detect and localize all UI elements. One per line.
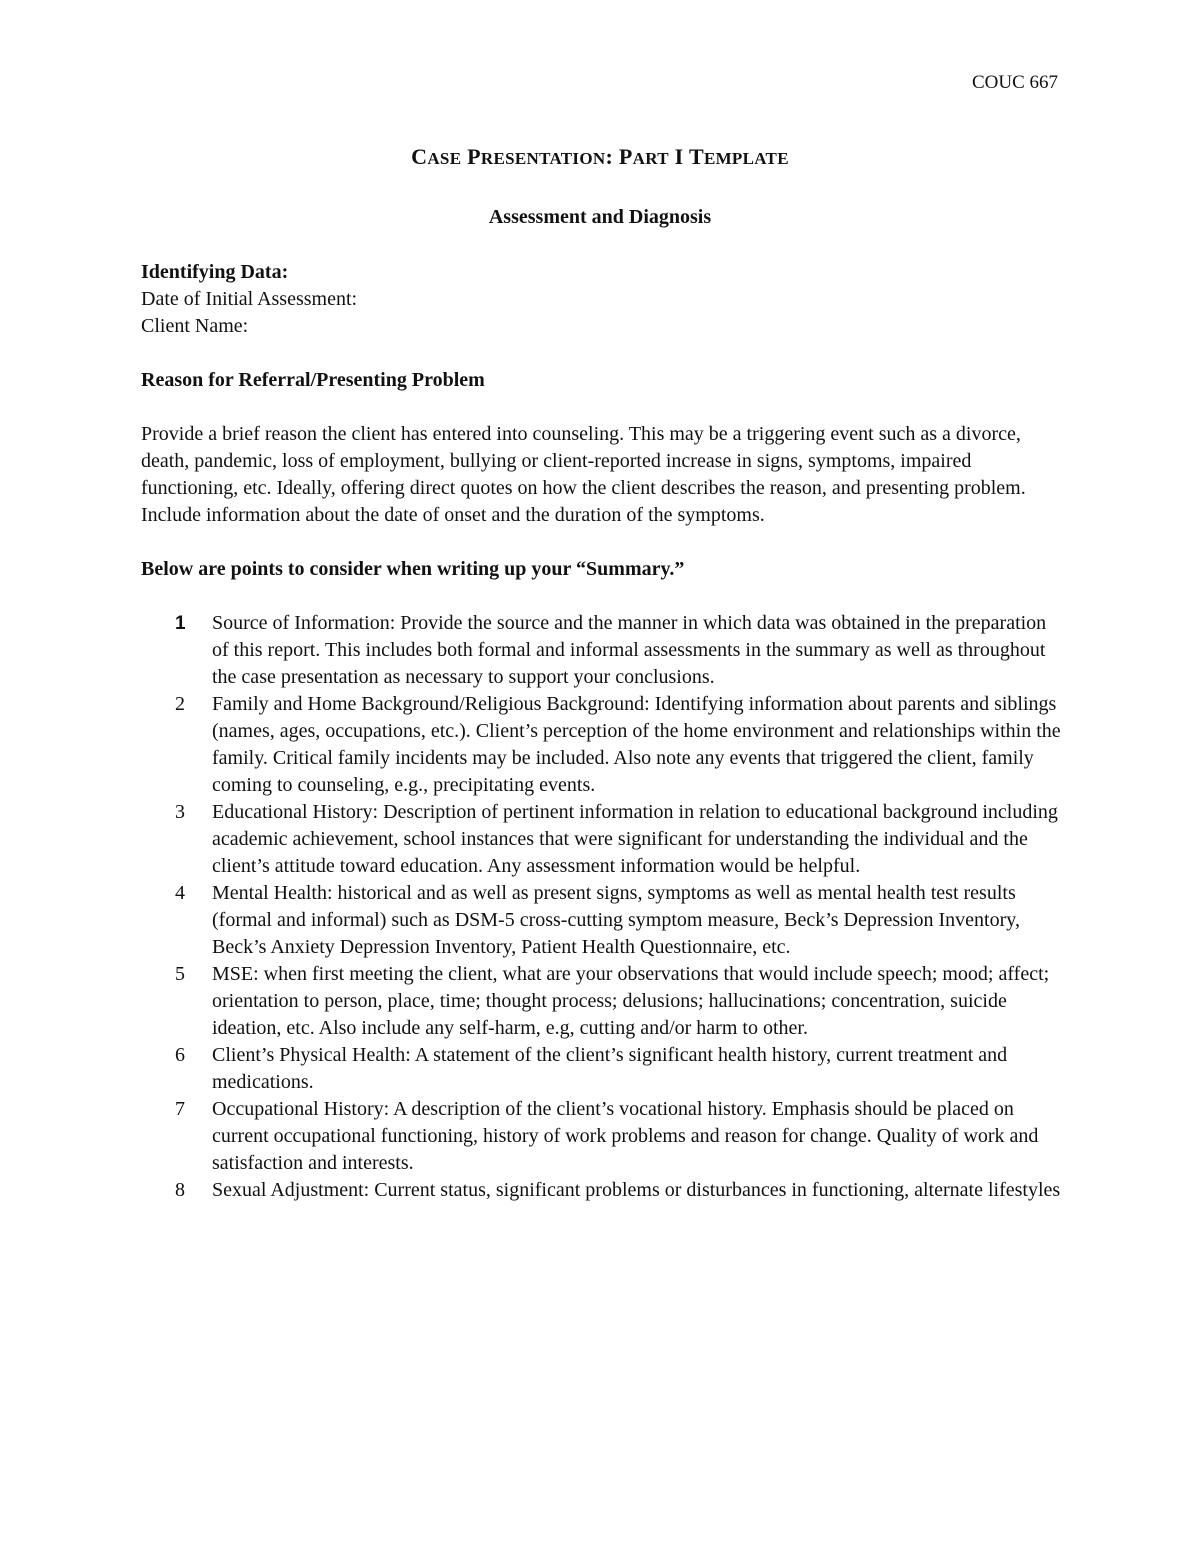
summary-heading: Below are points to consider when writing up your “Summary.” [141, 558, 685, 580]
spacer [141, 529, 1061, 556]
list-item-number: 8 [175, 1179, 185, 1201]
list-item-text: Client’s Physical Health: A statement of the client’s significant health history, current treatment and medications. [212, 1044, 1008, 1093]
title-smallcaps: ASE [427, 149, 462, 168]
list-item-text: Mental Health: historical and as well as present signs, symptoms as well as mental health test results (formal and informal) such as DSM-5 cross-cutting symptom measure, Beck’s Depression Inventory, Beck’s Anxiety Depression Inventory, Patient Health Questionnaire, etc. [212, 882, 1020, 958]
list-item [141, 1042, 1061, 1096]
list-item-number: 7 [175, 1098, 185, 1120]
document-body [141, 259, 1061, 1204]
title-cap: C [411, 144, 428, 169]
course-code: COUC 667 [971, 72, 1058, 93]
title-cap: P [467, 144, 481, 169]
spacer [141, 394, 1061, 421]
title-colon: : [605, 144, 614, 169]
list-item-number: 6 [175, 1044, 185, 1066]
list-item-number: 1 [175, 613, 186, 634]
list-item-text: Source of Information: Provide the source and the manner in which data was obtained in the preparation of this report. This includes both formal and informal assessments in the summary as well as throughout the case presentation as necessary to support your conclusions. [212, 612, 1047, 688]
list-item-number: 3 [175, 801, 185, 823]
list-item [141, 799, 1061, 880]
list-item [141, 691, 1061, 799]
title-smallcaps: ART [632, 149, 669, 168]
list-item-text: Occupational History: A description of the client’s vocational history. Emphasis should be placed on current occupational functioning, history of work problems and reason for change. Quality of work and satisfaction and interests. [212, 1098, 1039, 1174]
title-cap: T [688, 144, 704, 169]
list-item [141, 961, 1061, 1042]
title-smallcaps: RESENTATION [480, 149, 606, 168]
spacer [141, 340, 1061, 367]
identifying-data-heading: Identifying Data: [141, 261, 289, 283]
list-item [141, 610, 1061, 691]
list-item-text: Family and Home Background/Religious Background: Identifying information about parents and siblings (names, ages, occupations, etc.). Client’s perception of the home environment and relationships within the family. Critical family incidents may be included. Also note any events that triggered the client, family coming to counseling, e.g., precipitating events. [212, 693, 1061, 796]
list-item [141, 1177, 1061, 1204]
list-item-text: MSE: when first meeting the client, what are your observations that would include speech; mood; affect; orientation to person, place, time; thought process; delusions; hallucinations; concentration, suicide ideation, etc. Also include any self-harm, e.g, cutting and/or harm to other. [212, 963, 1050, 1039]
summary-points-list [141, 610, 1061, 1204]
list-item-number: 4 [175, 882, 185, 904]
referral-paragraph: Provide a brief reason the client has entered into counseling. This may be a triggering event such as a divorce, death, pandemic, loss of employment, bullying or client-reported increase in signs, symptoms, impaired functioning, etc. Ideally, offering direct quotes on how the client describes the reason, and presenting problem. Include information about the date of onset and the duration of the symptoms. [141, 423, 1026, 526]
page-subtitle: Assessment and Diagnosis [488, 206, 712, 228]
title-smallcaps: EMPLATE [703, 149, 789, 168]
spacer [141, 583, 1061, 610]
list-item [141, 880, 1061, 961]
date-of-assessment-label: Date of Initial Assessment: [141, 288, 358, 310]
list-item-text: Educational History: Description of pertinent information in relation to educational background including academic achievement, school instances that were significant for understanding the individual and the client’s attitude toward education. Any assessment information would be helpful. [212, 801, 1058, 877]
title-cap: I [674, 144, 684, 169]
list-item-number: 5 [175, 963, 185, 985]
list-item-text: Sexual Adjustment: Current status, significant problems or disturbances in functioning, alternate lifestyles [212, 1179, 1061, 1201]
client-name-label: Client Name: [141, 315, 249, 337]
page-title [0, 144, 1200, 170]
list-item [141, 1096, 1061, 1177]
referral-heading: Reason for Referral/Presenting Problem [141, 369, 485, 391]
list-item-number: 2 [175, 693, 185, 715]
title-cap: P [618, 144, 633, 169]
